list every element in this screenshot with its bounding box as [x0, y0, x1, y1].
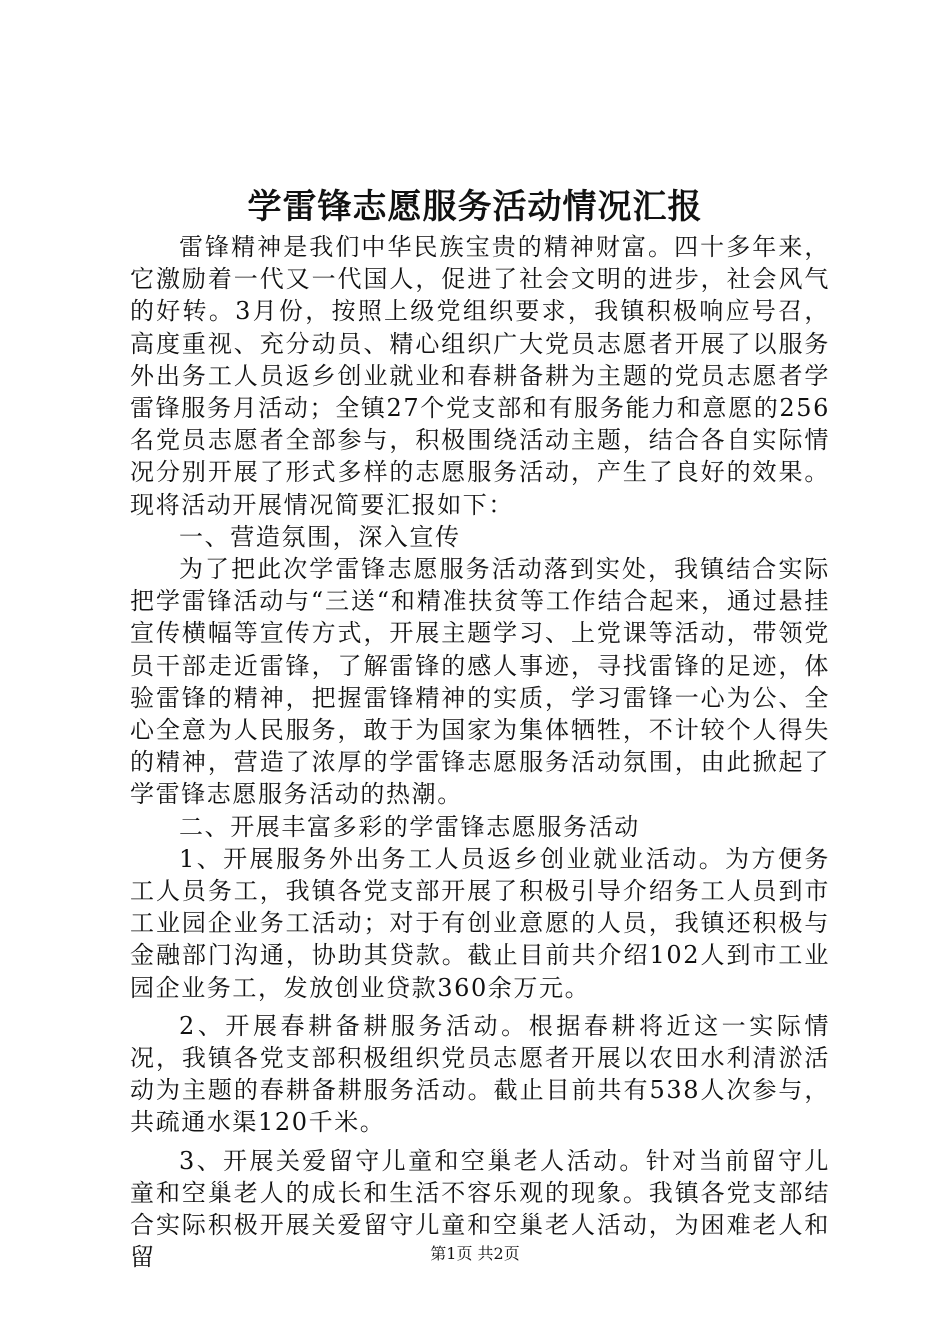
document-body [130, 231, 830, 1274]
page-footer: 第1页 共2页 [430, 1244, 520, 1263]
section-heading-1: 一、营造氛围，深入宣传 [179, 522, 461, 551]
paragraph-section-1: 为了把此次学雷锋志愿服务活动落到实处，我镇结合实际把学雷锋活动与“三送“和精准扶贫等工作结合起来，通过悬挂宣传横幅等宣传方式，开展主题学习、上党课等活动，带领党员干部走近雷锋，了解雷锋的感人事迹，寻找雷锋的足迹，体验雷锋的精神，把握雷锋精神的实质，学习雷锋一心为公、全心全意为人民服务，敢于为国家为集体牺牲，不计较个人得失的精神，营造了浓厚的学雷锋志愿服务活动氛围，由此掀起了学雷锋志愿服务活动的热潮。 [130, 555, 830, 809]
paragraph-item-3: 3、开展关爱留守儿童和空巢老人活动。针对当前留守儿童和空巢老人的成长和生活不容乐观的现象。我镇各党支部结合实际积极开展关爱留守儿童和空巢老人活动，为困难老人和留 [130, 1146, 830, 1272]
section-heading-2: 二、开展丰富多彩的学雷锋志愿服务活动 [179, 812, 640, 841]
paragraph-item-2: 2、开展春耕备耕服务活动。根据春耕将近这一实际情况，我镇各党支部积极组织党员志愿者开展以农田水利清淤活动为主题的春耕备耕服务活动。截止目前共有538人次参与，共疏通水渠120千米。 [130, 1011, 830, 1137]
document-title: 学雷锋志愿服务活动情况汇报 [247, 187, 703, 227]
paragraph-intro: 雷锋精神是我们中华民族宝贵的精神财富。四十多年来，它激励着一代又一代国人，促进了社会文明的进步，社会风气的好转。3月份，按照上级党组织要求，我镇积极响应号召，高度重视、充分动员、精心组织广大党员志愿者开展了以服务外出务工人员返乡创业就业和春耕备耕为主题的党员志愿者学雷锋服务月活动；全镇27个党支部和有服务能力和意愿的256名党员志愿者全部参与，积极围绕活动主题，结合各自实际情况分别开展了形式多样的志愿服务活动，产生了良好的效果。现将活动开展情况简要汇报如下： [130, 233, 830, 519]
paragraph-item-1: 1、开展服务外出务工人员返乡创业就业活动。为方便务工人员务工，我镇各党支部开展了积极引导介绍务工人员到市工业园企业务工活动；对于有创业意愿的人员，我镇还积极与金融部门沟通，协助其贷款。截止目前共介绍102人到市工业园企业务工，发放创业贷款360余万元。 [130, 844, 830, 1002]
